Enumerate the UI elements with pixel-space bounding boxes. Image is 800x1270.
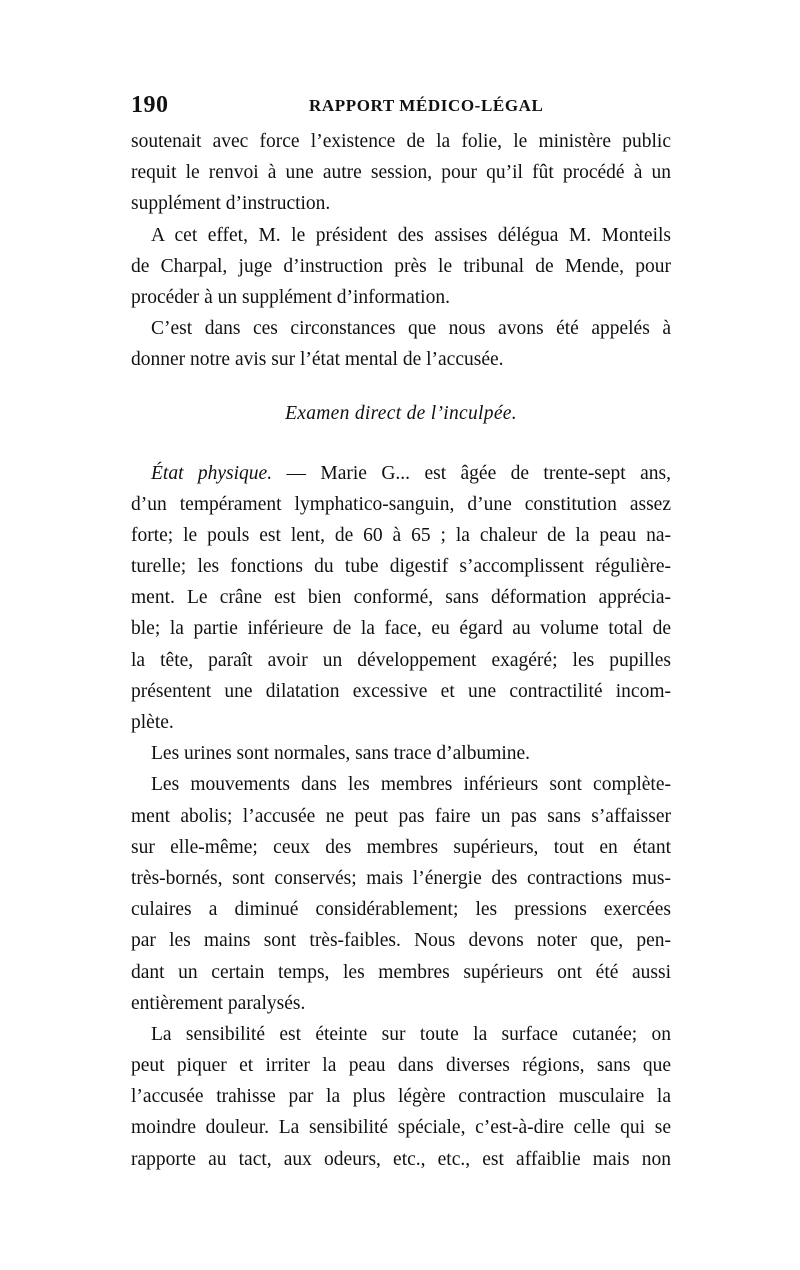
text-line: forte; le pouls est lent, de 60 à 65 ; la chaleur de la peau na-	[131, 524, 671, 546]
text-line: soutenait avec force l’existence de la folie, le ministère public	[131, 131, 671, 152]
text-line: requit le renvoi à une autre session, pour qu’il fût procédé à un	[131, 162, 671, 184]
text-line: dant un certain temps, les membres supérieurs ont été aussi	[131, 961, 671, 983]
text-line: de Charpal, juge d’instruction près le tribunal de Mende, pour	[131, 255, 671, 277]
text-line: donner notre avis sur l’état mental de l’accusée.	[131, 349, 504, 371]
text-line: la tête, paraît avoir un développement exagéré; les pupilles	[131, 649, 671, 671]
running-head	[131, 92, 671, 122]
text-line: sur elle-même; ceux des membres supérieurs, tout en étant	[131, 836, 671, 858]
text-run: — Marie G... est âgée de trente-sept ans,	[272, 462, 671, 484]
text-line: Les mouvements dans les membres inférieurs sont complète-	[151, 774, 671, 796]
text-line: C’est dans ces circonstances que nous avons été appelés à	[151, 318, 671, 340]
page-number: 190	[131, 92, 169, 118]
text-line: présentent une dilatation excessive et une contractilité incom-	[131, 680, 671, 702]
section-heading: Examen direct de l’inculpée.	[285, 402, 517, 424]
text-line: turelle; les fonctions du tube digestif s’accomplissent régulière-	[131, 556, 671, 578]
text-line: l’accusée trahisse par la plus légère contraction musculaire la	[131, 1086, 671, 1108]
text-line: moindre douleur. La sensibilité spéciale, c’est-à-dire celle qui se	[131, 1117, 671, 1139]
text-line: procéder à un supplément d’information.	[131, 286, 450, 308]
text-line: très-bornés, sont conservés; mais l’énergie des contractions mus-	[131, 867, 671, 889]
running-title: RAPPORT MÉDICO-LÉGAL	[309, 96, 544, 115]
text-line: plète.	[131, 712, 174, 733]
text-line: supplément d’instruction.	[131, 193, 331, 215]
text-line: La sensibilité est éteinte sur toute la surface cutanée; on	[151, 1023, 671, 1045]
text-line: rapporte au tact, aux odeurs, etc., etc., est affaiblie mais non	[131, 1148, 671, 1170]
text-line: entièrement paralysés.	[131, 992, 306, 1014]
text-line: ment abolis; l’accusée ne peut pas faire un pas sans s’affaisser	[131, 805, 671, 827]
text-line: A cet effet, M. le président des assises délégua M. Monteils	[151, 224, 671, 246]
text-line: d’un tempérament lymphatico-sanguin, d’une constitution assez	[131, 493, 671, 515]
run-in-heading: État physique.	[151, 462, 273, 484]
text-line: par les mains sont très-faibles. Nous devons noter que, pen-	[131, 930, 671, 952]
text-line: ment. Le crâne est bien conformé, sans déformation apprécia-	[131, 587, 671, 609]
text-line: peut piquer et irriter la peau dans diverses régions, sans que	[131, 1055, 671, 1077]
text-line: Les urines sont normales, sans trace d’albumine.	[151, 743, 531, 765]
text-line: culaires a diminué considérablement; les pressions exercées	[131, 899, 671, 921]
text-line: ble; la partie inférieure de la face, eu égard au volume total de	[131, 618, 671, 640]
body-text	[131, 126, 671, 1175]
text-line	[131, 458, 671, 489]
